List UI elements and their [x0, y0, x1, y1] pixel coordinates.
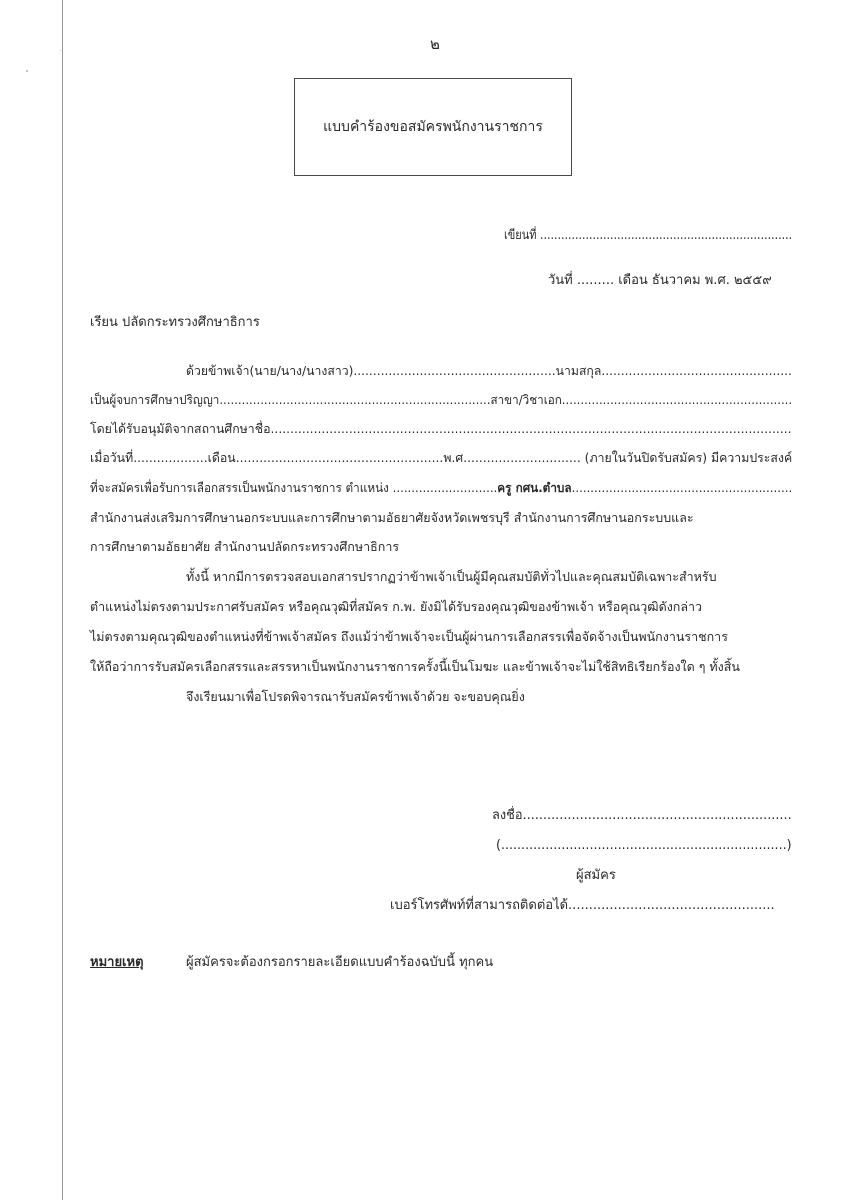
body-line-condition: ทั้งนี้ หากมีการตรวจสอบเอกสารปรากฏว่าข้าพเจ้าเป็นผู้มีคุณสมบัติทั่วไปและคุณสมบัติเฉพาะสำหรับ	[186, 569, 717, 584]
signature-line: ลงชื่อ..................................................................	[492, 808, 792, 823]
phone-line: เบอร์โทรศัพท์ที่สามารถติดต่อได้..................................................	[390, 898, 775, 913]
position-prefix: ที่จะสมัครเพื่อรับการเลือกสรรเป็นพนักงานราชการ ตำแหน่ง ............................	[90, 480, 498, 495]
date-line: วันที่ ......... เดือน ธันวาคม พ.ศ. ๒๕๕๙	[548, 273, 772, 288]
note-text: ผู้สมัครจะต้องกรอกรายละเอียดแบบคำร้องฉบับนี้ ทุกคน	[186, 955, 494, 970]
page-number: ๒	[430, 35, 440, 53]
signature-role: ผู้สมัคร	[576, 868, 616, 883]
position-name: ครู กศน.ตำบล	[497, 480, 572, 495]
binder-margin-line	[62, 0, 63, 1200]
body-line-office-cont: การศึกษาตามอัธยาศัย สำนักงานปลัดกระทรวงศึกษาธิการ	[90, 539, 400, 554]
body-line-closing: จึงเรียนมาเพื่อโปรดพิจารณารับสมัครข้าพเจ้าด้วย จะขอบคุณยิ่ง	[186, 689, 525, 704]
body-line-institution: โดยได้รับอนุมัติจากสถานศึกษาชื่อ.....................................................................................................................................	[90, 421, 792, 436]
body-line-office: สำนักงานส่งเสริมการศึกษานอกระบบและการศึกษาตามอัธยาศัยจังหวัดเพชรบุรี สำนักงานการศึกษานอกระบบและ	[90, 510, 694, 525]
body-line-position	[90, 478, 792, 498]
body-line-condition-2: ตำแหน่งไม่ตรงตามประกาศรับสมัคร หรือคุณวุฒิที่สมัคร ก.พ. ยังมิได้รับรองคุณวุฒิของข้าพเจ้า หรือคุณวุฒิดังกล่าว	[90, 599, 703, 614]
position-suffix: ...........................................................	[571, 480, 793, 495]
form-title: แบบคำร้องขอสมัครพนักงานราชการ	[323, 119, 543, 135]
written-at-line: เขียนที่ ........................................................................	[504, 228, 793, 243]
scan-speck	[26, 70, 28, 72]
body-line-condition-3: ไม่ตรงตามคุณวุฒิของตำแหน่งที่ข้าพเจ้าสมัคร ถึงแม้ว่าข้าพเจ้าจะเป็นผู้ผ่านการเลือกสรรเพื่อจัดจ้างเป็นพนักงานราชการ	[90, 629, 728, 644]
note-label: หมายเหตุ	[90, 955, 144, 970]
signature-name-line: (.......................................................................)	[496, 838, 792, 853]
body-line-date: เมื่อวันที่...................เดือน.....................................................พ.ศ.............................. (ภายในวันปิดรับสมัคร) มีความประสงค์	[90, 450, 793, 465]
body-line-name: ด้วยข้าพเจ้า(นาย/นาง/นางสาว)....................................................นามสกุล.................................................	[186, 363, 792, 378]
body-line-degree: เป็นผู้จบการศึกษาปริญญา.........................................................................สาขา/วิชาเอก..............................................................	[90, 392, 793, 407]
salutation: เรียน ปลัดกระทรวงศึกษาธิการ	[90, 315, 260, 330]
scan-speck	[60, 50, 61, 51]
form-title-box	[294, 78, 572, 176]
body-line-condition-4: ให้ถือว่าการรับสมัครเลือกสรรและสรรหาเป็นพนักงานราชการครั้งนี้เป็นโมฆะ และข้าพเจ้าจะไม่ใช้สิทธิเรียกร้องใด ๆ ทั้งสิ้น	[90, 659, 740, 674]
